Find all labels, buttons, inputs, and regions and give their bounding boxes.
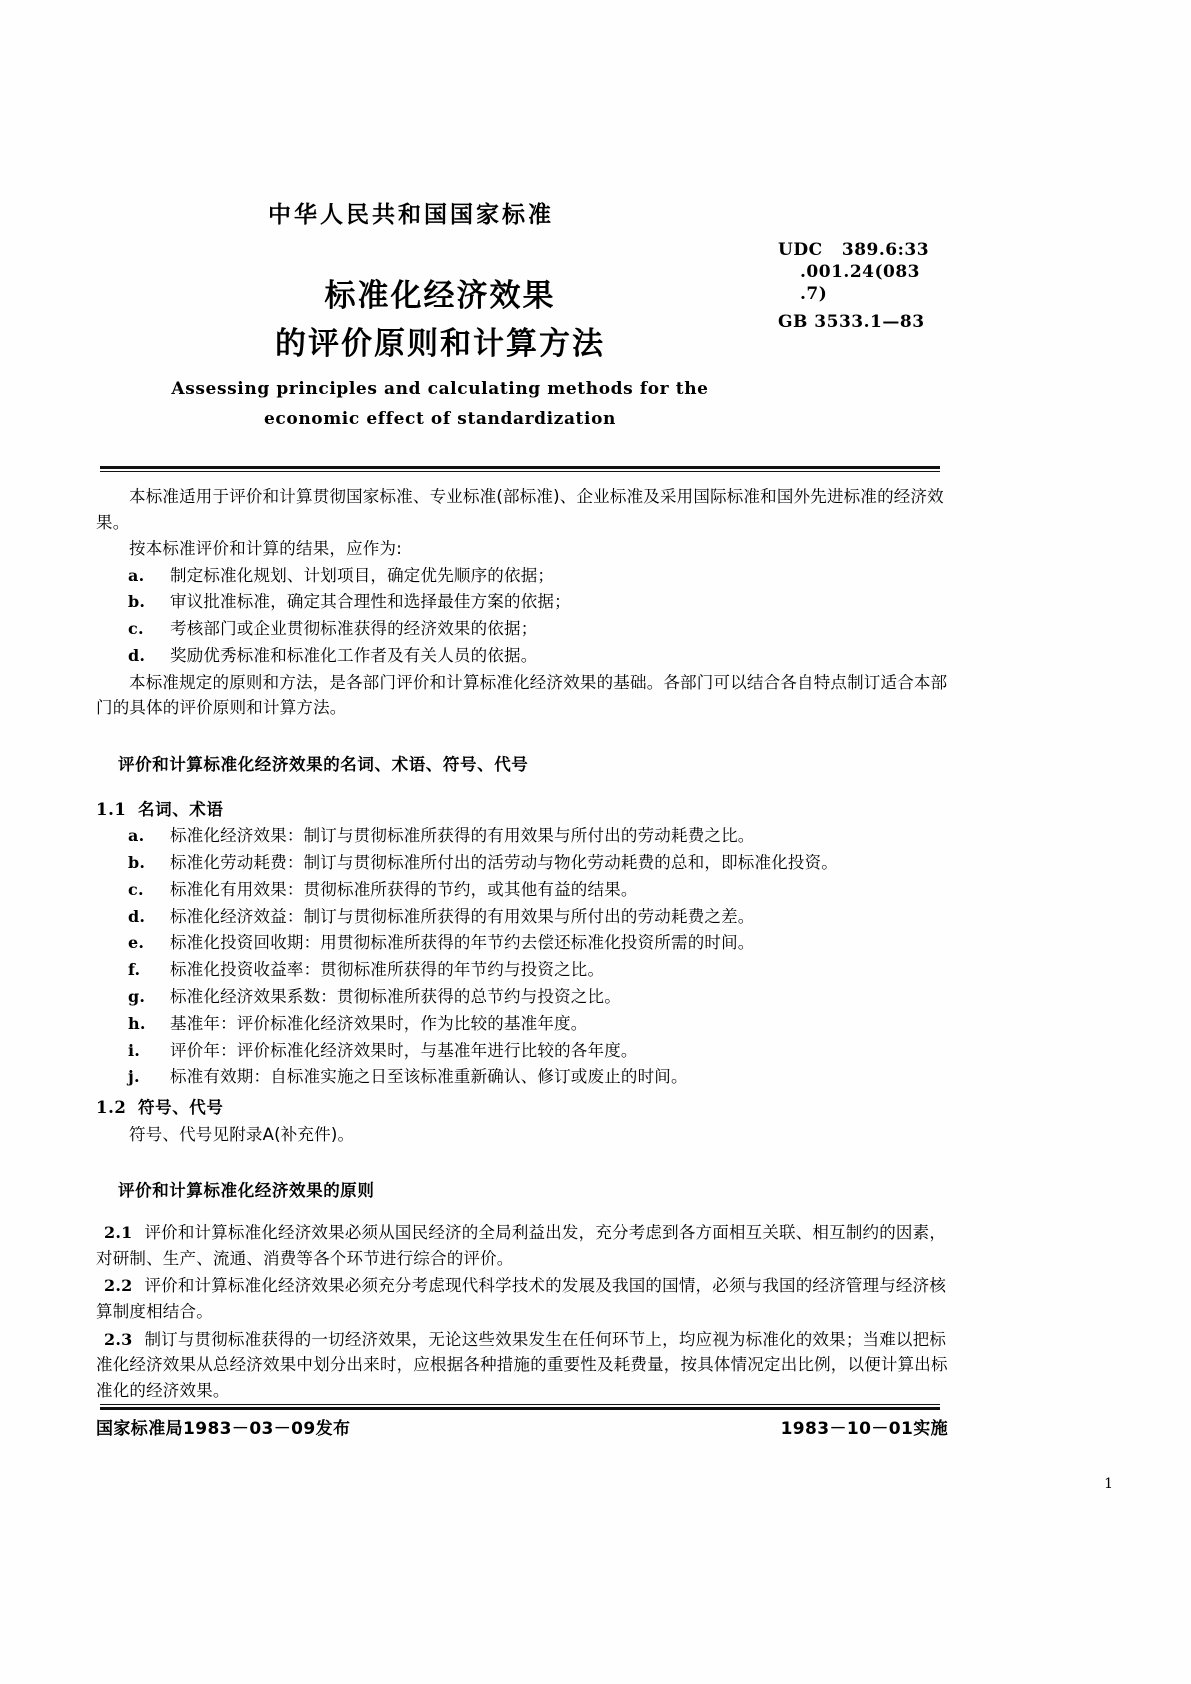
list-item	[96, 984, 948, 1010]
standard-number: GB 3533.1—83	[778, 312, 925, 333]
section-1-1-number: 1.1	[96, 799, 127, 819]
section-1-2-number: 1.2	[96, 1098, 127, 1118]
section-2-1-paragraph	[96, 1220, 948, 1271]
udc-line-3: .7)	[800, 283, 828, 304]
list-item-text: 标准化经济效果系数：贯彻标准所获得的总节约与投资之比。	[170, 986, 621, 1006]
spacer	[96, 1212, 948, 1218]
list-item	[96, 616, 948, 642]
list-item-marker: a.	[128, 565, 145, 585]
list-item-marker: g.	[128, 986, 146, 1006]
list-item-text: 标准化劳动耗费：制订与贯彻标准所付出的活劳动与物化劳动耗费的总和，即标准化投资。	[170, 852, 838, 872]
section-1-1-title: 名词、术语	[138, 799, 224, 819]
document-body	[96, 484, 948, 1404]
english-title-line-2: economic effect of standardization	[264, 408, 616, 429]
list-item	[96, 1038, 948, 1064]
section-2-3-number: 2.3	[104, 1329, 133, 1349]
list-item-text: 标准化投资收益率：贯彻标准所获得的年节约与投资之比。	[170, 960, 605, 980]
section-2-1-text: 评价和计算标准化经济效果必须从国民经济的全局利益出发，充分考虑到各方面相互关联、相互制约的因素，对研制、生产、流通、消费等各个环节进行综合的评价。	[96, 1222, 947, 1268]
list-item-text: 标准化经济效果：制订与贯彻标准所获得的有用效果与所付出的劳动耗费之比。	[170, 826, 755, 846]
list-item	[96, 563, 948, 589]
masthead-title: 中华人民共和国国家标准	[268, 202, 554, 228]
list-item-text: 制定标准化规划、计划项目，确定优先顺序的依据；	[170, 565, 555, 585]
list-item-text: 标准化投资回收期：用贯彻标准所获得的年节约去偿还标准化投资所需的时间。	[170, 933, 755, 953]
spacer	[96, 722, 948, 735]
section-2-2-number: 2.2	[104, 1276, 133, 1296]
list-item	[96, 1011, 948, 1037]
page-number: 1	[1104, 1476, 1113, 1492]
list-item-marker: c.	[128, 619, 144, 639]
list-item-text: 基准年：评价标准化经济效果时，作为比较的基准年度。	[170, 1013, 588, 1033]
section-2-heading: 评价和计算标准化经济效果的原则	[118, 1181, 375, 1201]
section-1-heading: 评价和计算标准化经济效果的名词、术语、符号、代号	[118, 755, 529, 774]
list-item	[96, 1064, 948, 1090]
scope-paragraph: 本标准适用于评价和计算贯彻国家标准、专业标准(部标准)、企业标准及采用国际标准和国外先进标准的经济效果。	[96, 487, 944, 532]
list-item-marker: i.	[128, 1040, 141, 1060]
english-title-line-1: Assessing principles and calculating methods for the	[171, 379, 709, 399]
issue-date: 国家标准局1983－03－09发布	[96, 1419, 351, 1439]
section-2-2-text: 评价和计算标准化经济效果必须充分考虑现代科学技术的发展及我国的国情，必须与我国的经济管理与经济核算制度相结合。	[96, 1276, 947, 1321]
list-item-marker: h.	[128, 1013, 146, 1033]
page-title	[150, 272, 730, 368]
section-1-2-heading	[96, 1095, 948, 1121]
list-item-text: 评价年：评价标准化经济效果时，与基准年进行比较的各年度。	[170, 1040, 638, 1060]
list-item-marker: b.	[128, 852, 146, 872]
list-item	[96, 877, 948, 903]
spacer	[96, 786, 948, 792]
list-item-text: 审议批准标准，确定其合理性和选择最佳方案的依据；	[170, 592, 571, 612]
section-2-2-paragraph	[96, 1273, 948, 1324]
principle-basis-paragraph: 本标准规定的原则和方法，是各部门评价和计算标准化经济效果的基础。各部门可以结合各自特点制订适合本部门的具体的评价原则和计算方法。	[96, 672, 948, 718]
list-item-text: 奖励优秀标准和标准化工作者及有关人员的依据。	[170, 646, 538, 666]
list-item	[96, 589, 948, 615]
list-item	[96, 643, 948, 669]
effective-date: 1983－10－01实施	[780, 1419, 948, 1439]
list-item-marker: c.	[128, 879, 144, 899]
list-item-marker: d.	[128, 906, 146, 926]
udc-line-1	[700, 240, 950, 262]
list-item	[96, 823, 948, 849]
list-item	[96, 850, 948, 876]
footer-rule	[100, 1404, 940, 1410]
list-item-marker: e.	[128, 933, 145, 953]
udc-label: UDC	[778, 240, 823, 260]
section-1-2-title: 符号、代号	[138, 1098, 224, 1118]
section-2-3-paragraph	[96, 1327, 948, 1404]
list-item	[96, 957, 948, 983]
list-item	[96, 904, 948, 930]
title-line-2: 的评价原则和计算方法	[275, 326, 605, 363]
title-line-1: 标准化经济效果	[324, 278, 556, 314]
header-rule	[100, 466, 940, 472]
list-item-text: 标准化有用效果：贯彻标准所获得的节约，或其他有益的结果。	[170, 879, 638, 899]
standard-code-block	[700, 240, 950, 334]
udc-line-2: .001.24(083	[800, 261, 921, 282]
udc-value-1: 389.6:33	[841, 240, 930, 260]
english-title	[120, 375, 760, 435]
list-item-marker: a.	[128, 826, 145, 846]
section-2-1-number: 2.1	[104, 1222, 133, 1242]
list-item-marker: b.	[128, 592, 146, 612]
list-item-marker: d.	[128, 646, 146, 666]
section-2-3-text: 制订与贯彻标准获得的一切经济效果，无论这些效果发生在任何环节上，均应视为标准化的效果；当难以把标准化经济效果从总经济效果中划分出来时，应根据各种措施的重要性及耗费量，按具体情况定出比例，以便计算出标准化的经济效果。	[96, 1329, 948, 1400]
list-item-text: 标准有效期：自标准实施之日至该标准重新确认、修订或废止的时间。	[170, 1067, 688, 1087]
section-1-1-heading	[96, 797, 948, 823]
list-item-marker: f.	[128, 960, 141, 980]
usage-intro-paragraph: 按本标准评价和计算的结果，应作为:	[129, 539, 402, 559]
list-item-text: 标准化经济效益：制订与贯彻标准所获得的有用效果与所付出的劳动耗费之差。	[170, 906, 755, 926]
list-item-text: 考核部门或企业贯彻标准获得的经济效果的依据；	[170, 619, 538, 639]
list-item-marker: j.	[128, 1067, 140, 1087]
section-1-2-paragraph: 符号、代号见附录A(补充件)。	[129, 1124, 355, 1144]
spacer	[96, 1148, 948, 1161]
list-item	[96, 930, 948, 956]
